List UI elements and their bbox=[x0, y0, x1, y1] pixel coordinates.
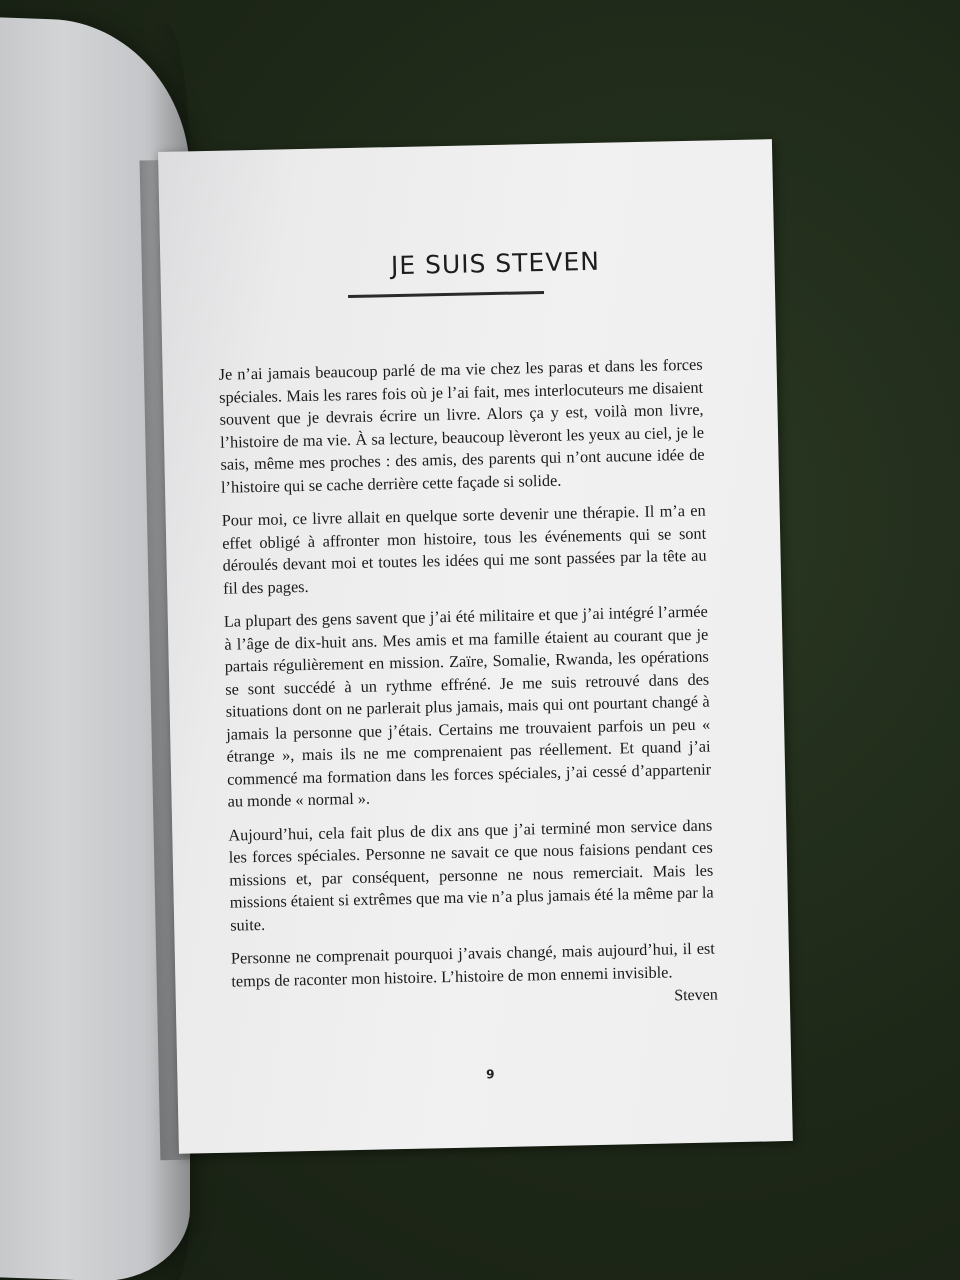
book-page bbox=[158, 139, 793, 1154]
paragraph: Aujourd’hui, cela fait plus de dix ans que j’ai terminé mon service dans les forces spéciales. Personne ne savait ce que nous faisions pendant ces missions et, par conséquent, personne ne nous remerciait. Mais les missions étaient si extrêmes que ma vie n’a plus jamais été la même par la suite. bbox=[228, 815, 714, 935]
title-underline bbox=[348, 291, 544, 298]
paragraph: Je n’ai jamais beaucoup parlé de ma vie chez les paras et dans les forces spéciales. Mais les rares fois où je l’ai fait, mes interlocuteurs me disaient souvent que je devrais écrire un livre. Alors ça y est, voilà mon livre, l’histoire de ma vie. À sa lecture, beaucoup lèveront les yeux au ciel, je le sais, même mes proches : des amis, des parents qui n’ont aucune idée de l’histoire qui se cache derrière cette façade si solide. bbox=[218, 354, 705, 497]
page-number: 9 bbox=[486, 1067, 495, 1082]
page-body bbox=[218, 354, 715, 1004]
signature: Steven bbox=[674, 986, 718, 1005]
paragraph: La plupart des gens savent que j’ai été militaire et que j’ai intégré l’armée à l’âge de dix-huit ans. Mes amis et ma famille étaient au courant que je partais régulièrement en mission. Zaïre, Somalie, Rwanda, les opérations se sont succédé à un rythme effréné. Je me suis retrouvé dans des situations dont on ne parlerait plus jamais, mais qui ont pourtant changé à jamais la personne que j’étais. Certains me trouvaient parfois un peu « étrange », mais ils ne me comprenaient pas réellement. Et quand j’ai commencé ma formation dans les forces spéciales, j’ai cessé d’appartenir au monde « normal ». bbox=[223, 601, 712, 811]
chapter-title: JE SUIS STEVEN bbox=[390, 246, 601, 281]
paragraph: Pour moi, ce livre allait en quelque sorte devenir une thérapie. Il m’a en effet obligé à affronter mon histoire, tous les événements qui se sont déroulés devant moi et toutes les idées qui me sont passées par la tête au fil des pages. bbox=[221, 500, 707, 598]
paragraph: Personne ne comprenait pourquoi j’avais changé, mais aujourd’hui, il est temps de raconter mon histoire. L’histoire de mon ennemi invisible. bbox=[230, 938, 715, 991]
